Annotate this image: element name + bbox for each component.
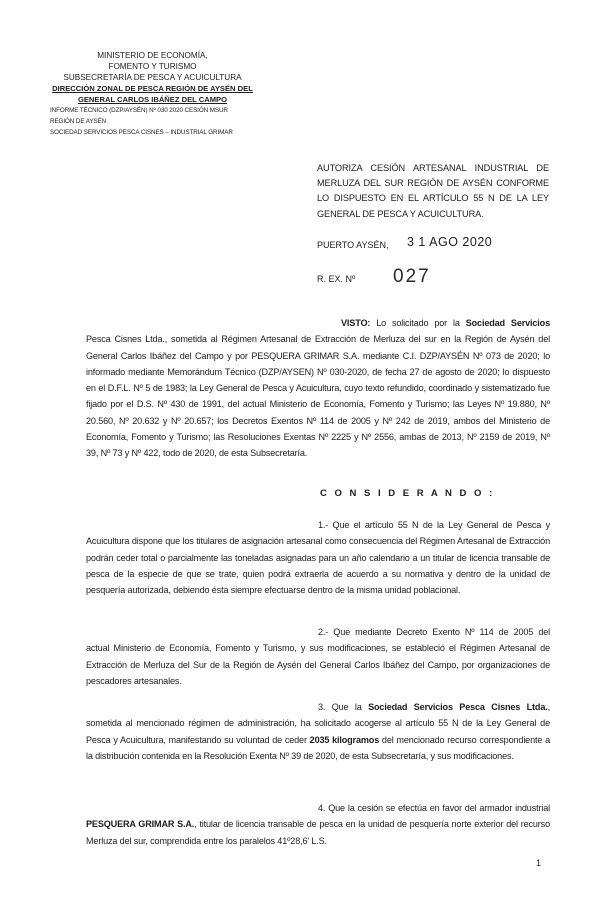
- rex-number: 027: [393, 266, 431, 287]
- visto-text-a: Lo solicitado por la: [370, 318, 466, 328]
- ministry-line: MINISTERIO DE ECONOMÍA,: [97, 51, 208, 60]
- place-label: PUERTO AYSÉN,: [317, 240, 389, 250]
- page-number: 1: [536, 858, 542, 868]
- region-line: GENERAL CARLOS IBÁÑEZ DEL CAMPO: [77, 95, 228, 104]
- considerando-4: [86, 800, 550, 849]
- resolution-subject: AUTORIZA CESIÓN ARTESANAL INDUSTRIAL DE MERLUZA DEL SUR REGIÓN DE AYSÉN CONFORME LO DISPUESTO EN EL ARTÍCULO 55 N DE LA LEY GENERAL DE PESCA Y ACUICULTURA.: [317, 163, 549, 219]
- considerando-2-text: 2.- Que mediante Decreto Exento Nº 114 de 2005 del actual Ministerio de Economía, Fomento y Turismo, y sus modificaciones, se estableció el Régimen Artesanal de Extracción de Merluza del Sur de la Región de Aysén del General Carlos Ibáñez del Campo, por organizaciones de pescadores artesanales.: [86, 627, 550, 686]
- considerando-2: [86, 624, 550, 689]
- reference-line-1: INFORME TÉCNICO (DZP/AYSÉN) Nº 030 2020 CESIÓN MSUR: [50, 107, 228, 114]
- considerando-1-text: 1.- Que el artículo 55 N de la Ley General de Pesca y Acuicultura dispone que los titulares de asignación artesanal como consecuencia del Régimen Artesanal de Extracción podrán ceder total o parcialmente las toneladas asignadas para un año calendario a un titular de licencia transable de pesca de la especie de que se trate, quien podrá extraerla de acuerdo a su normativa y dentro de la unidad de pesquería autorizada, debiendo ésta siempre efectuarse dentro de la misma unidad poblacional.: [86, 520, 550, 596]
- considerando-3-text-c: del mencionado recurso correspondiente a la distribución contenida en la Resolución Exenta Nº 39 de 2020, de esta Subsecretaría, y sus modificaciones.: [86, 734, 550, 761]
- date-stamp: 3 1 AGO 2020: [407, 235, 493, 249]
- reference-line-3: SOCIEDAD SERVICIOS PESCA CISNES – INDUSTRIAL GRIMAR: [50, 129, 233, 136]
- subsecretaria-line: SUBSECRETARÍA DE PESCA Y ACUICULTURA: [63, 73, 242, 82]
- visto-label: VISTO:: [341, 318, 371, 328]
- reference-line-2: REGIÓN DE AYSÉN: [50, 118, 107, 125]
- considerando-4-text-a: 4. Que la cesión se efectúa en favor del armador industrial: [318, 803, 550, 813]
- considerando-3-quantity: 2035 kilogramos: [309, 734, 380, 745]
- considerando-3-company: Sociedad Servicios Pesca Cisnes Ltda.: [368, 702, 548, 712]
- direccion-zonal-line: DIRECCIÓN ZONAL DE PESCA REGIÓN DE AYSÉN DEL: [52, 84, 253, 93]
- letterhead: [50, 50, 255, 138]
- resolution-number: [317, 266, 557, 287]
- considerando-3: [86, 699, 550, 764]
- ministry-line-2: FOMENTO Y TURISMO: [108, 62, 197, 71]
- considerando-heading: C O N S I D E R A N D O :: [320, 488, 495, 499]
- visto-paragraph: [86, 315, 550, 462]
- visto-company: Sociedad Servicios: [465, 318, 550, 328]
- considerando-3-text-a: 3. Que la: [318, 702, 369, 712]
- visto-text-b: Pesca Cisnes Ltda., sometida al Régimen Artesanal de Extracción de Merluza del sur en la Región de Aysén del General Carlos Ibáñez del Campo y por PESQUERA GRIMAR S.A. mediante C.I. DZP/AYSÉN Nº 073 de 2020; lo informado mediante Memorándum Técnico (DZP/AYSEN) Nº 030-2020, de fecha 27 de agosto de 2020; lo dispuesto en el D.F.L. Nº 5 de 1983; la Ley General de Pesca y Acuicultura, cuyo texto refundido, coordinado y sistematizado fue fijado por el D.S. Nº 430 de 1991, del actual Ministerio de Economía, Fomento y Turismo; las Leyes Nº 19.880, Nº 20.560, Nº 20.632 y Nº 20.657; los Decretos Exentos Nº 114 de 2005 y Nº 242 de 2019, ambos del Ministerio de Economía, Fomento y Turismo; las Resoluciones Exentas Nº 2225 y Nº 2556, ambas de 2013, Nº 2159 de 2019, Nº 39, Nº 73 y Nº 422, todo de 2020, de esta Subsecretaría.: [86, 334, 550, 459]
- place-date: [317, 235, 557, 250]
- considerando-1: [86, 517, 550, 598]
- considerando-3-text-b: , sometida al mencionado régimen de administración, ha solicitado acogerse al artículo 55 N de la Ley General de Pesca y Acuicultura, manifestando su voluntad de ceder: [86, 702, 550, 745]
- rex-label: R. EX. Nº: [317, 274, 356, 284]
- considerando-4-text-b: , titular de licencia transable de pesca en la unidad de pesquería norte exterior del recurso Merluza del sur, comprendida entre los paralelos 41º28,6' L.S.: [86, 819, 550, 846]
- considerando-4-company: PESQUERA GRIMAR S.A.: [86, 819, 195, 830]
